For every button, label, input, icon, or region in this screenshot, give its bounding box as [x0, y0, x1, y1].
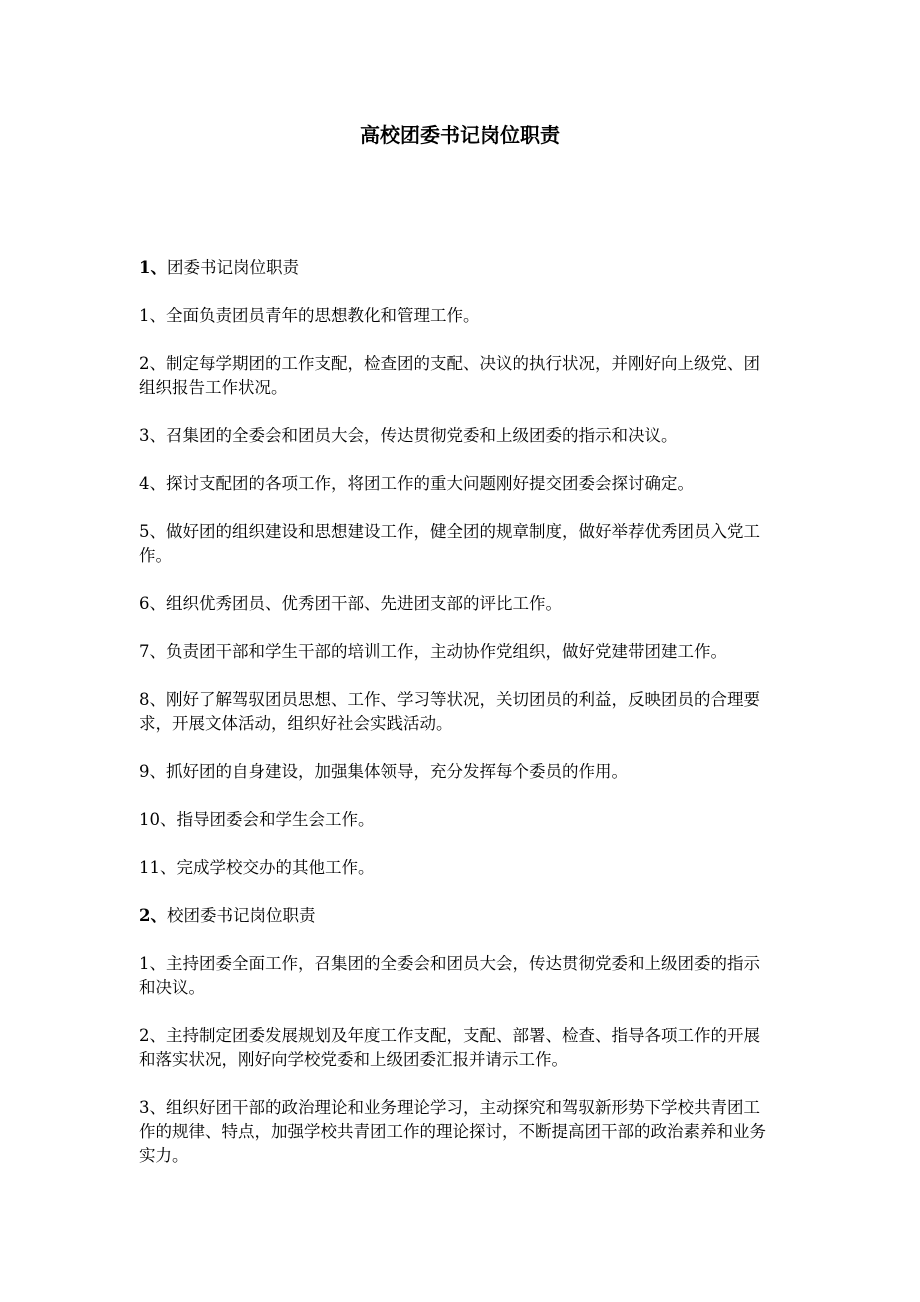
duty-item-line: 作的规律、特点，加强学校共青团工作的理论探讨，不断提高团干部的政治素养和业务 — [139, 1122, 766, 1141]
duty-item-line: 1、主持团委全面工作，召集团的全委会和团员大会，传达贯彻党委和上级团委的指示 — [139, 954, 760, 973]
duty-item-line: 10、指导团委会和学生会工作。 — [139, 810, 375, 829]
duty-item-line: 7、负责团干部和学生干部的培训工作，主动协作党组织，做好党建带团建工作。 — [139, 642, 727, 661]
section-heading — [139, 256, 799, 280]
duty-item — [139, 952, 799, 1000]
duty-item — [139, 304, 799, 328]
duty-item — [139, 1096, 799, 1168]
section-number: 1、 — [139, 258, 167, 277]
duty-item — [139, 760, 799, 784]
duty-item-line: 8、刚好了解驾驭团员思想、工作、学习等状况，关切团员的利益，反映团员的合理要 — [139, 690, 760, 709]
duty-item — [139, 808, 799, 832]
document-title: 高校团委书记岗位职责 — [360, 123, 560, 147]
duty-item — [139, 640, 799, 664]
duty-item-line: 求，开展文体活动，组织好社会实践活动。 — [139, 714, 453, 733]
duty-item-line: 11、完成学校交办的其他工作。 — [139, 858, 375, 877]
section-number: 2、 — [139, 906, 167, 925]
duty-item-line: 6、组织优秀团员、优秀团干部、先进团支部的评比工作。 — [139, 594, 562, 613]
duty-item-line: 和决议。 — [139, 978, 205, 997]
duty-item — [139, 352, 799, 400]
duty-item-line: 和落实状况，刚好向学校党委和上级团委汇报并请示工作。 — [139, 1050, 568, 1069]
duty-item-line: 组织报告工作状况。 — [139, 378, 288, 397]
duty-item — [139, 592, 799, 616]
duty-item-line: 4、探讨支配团的各项工作，将团工作的重大问题刚好提交团委会探讨确定。 — [139, 474, 694, 493]
duty-item — [139, 520, 799, 568]
duty-item — [139, 1024, 799, 1072]
section-heading-text: 校团委书记岗位职责 — [166, 906, 316, 925]
duty-item-line: 作。 — [139, 546, 172, 565]
duty-item-line: 实力。 — [139, 1146, 189, 1165]
duty-item — [139, 688, 799, 736]
duty-item-line: 5、做好团的组织建设和思想建设工作，健全团的规章制度，做好举荐优秀团员入党工 — [139, 522, 760, 541]
duty-item-line: 1、全面负责团员青年的思想教化和管理工作。 — [139, 306, 480, 325]
document-body — [139, 256, 799, 1192]
duty-item — [139, 856, 799, 880]
duty-item-line: 3、召集团的全委会和团员大会，传达贯彻党委和上级团委的指示和决议。 — [139, 426, 678, 445]
duty-item — [139, 424, 799, 448]
duty-item — [139, 472, 799, 496]
duty-item-line: 2、主持制定团委发展规划及年度工作支配，支配、部署、检查、指导各项工作的开展 — [139, 1026, 760, 1045]
section-heading-text: 团委书记岗位职责 — [166, 258, 299, 277]
section-heading — [139, 904, 799, 928]
duty-item-line: 3、组织好团干部的政治理论和业务理论学习，主动探究和驾驭新形势下学校共青团工 — [139, 1098, 760, 1117]
duty-item-line: 9、抓好团的自身建设，加强集体领导，充分发挥每个委员的作用。 — [139, 762, 628, 781]
duty-item-line: 2、制定每学期团的工作支配，检查团的支配、决议的执行状况，并刚好向上级党、团 — [139, 354, 760, 373]
